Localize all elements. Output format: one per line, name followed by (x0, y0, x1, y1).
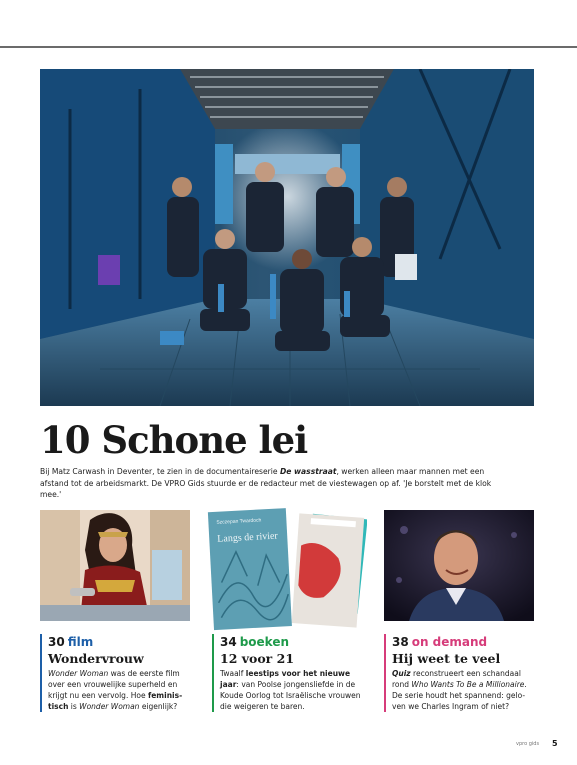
section-name: film (67, 635, 94, 649)
column-body (392, 668, 534, 712)
on-demand-thumbnail (384, 510, 534, 621)
section-label-boeken (220, 634, 362, 650)
column-headline: Hij weet te veel (392, 651, 501, 666)
body-bold-italic: Quiz (392, 669, 411, 678)
body-italic-title: Wonder Woman (48, 669, 109, 678)
column-film (40, 634, 190, 712)
section-page-number: 30 (48, 635, 65, 649)
film-thumbnail (40, 510, 190, 621)
column-headline: Wondervrouw (48, 651, 144, 666)
section-page-number: 38 (392, 635, 409, 649)
column-on-demand (384, 634, 534, 712)
book-title: Langs de rivier (217, 530, 279, 545)
column-body (220, 668, 362, 712)
section-name: on demand (411, 635, 488, 649)
footer-brand: vpro gids (516, 741, 540, 747)
body-italic-title: Who Wants To Be a Millionaire (411, 680, 525, 689)
feature-page-number: 10 (40, 418, 90, 462)
hero-photo (40, 69, 534, 406)
body-text: Twaalf (220, 669, 246, 678)
section-name: boeken (239, 635, 290, 649)
body-text: was de eerste film over een vrouwelijke superheld en krijgt nu een vervolg. Hoe (48, 669, 180, 700)
lead-text-1: Bij Matz Carwash in Deventer, te zien in de documentaireserie (40, 467, 280, 476)
body-text: . De serie houdt het spannend: gelo-ven we Charles Ingram of niet? (392, 680, 527, 711)
top-rule (0, 46, 577, 48)
section-page-number: 34 (220, 635, 237, 649)
book-author: Szczepan Twardoch (216, 517, 262, 526)
section-label-on-demand (392, 634, 534, 650)
lead-series-title: De wasstraat (279, 467, 337, 476)
body-bold: feminis-tisch (48, 691, 183, 711)
body-text: eigenlijk? (139, 702, 178, 711)
body-text: reconstrueert een schandaal rond (392, 669, 521, 689)
body-italic-title: Wonder Woman (79, 702, 140, 711)
body-text: is (68, 702, 80, 711)
column-boeken (212, 634, 362, 712)
column-headline: 12 voor 21 (220, 651, 295, 666)
books-thumbnail (207, 506, 367, 634)
lead-text-2: , werken alleen maar mannen met een afstand tot de arbeidsmarkt. De VPRO Gids stuurde er de redacteur met de viestewagen op af. 'Je borstelt met de klok mee.' (40, 467, 492, 499)
section-label-film (48, 634, 190, 650)
body-text: : van Poolse jongensliefde in de Koude Oorlog tot Israëlische vrouwen die weigeren te baren. (220, 680, 361, 711)
page-number: 5 (552, 739, 558, 748)
body-bold: leestips voor het nieuwe jaar (220, 669, 351, 689)
feature-title (40, 418, 307, 462)
column-body (48, 668, 190, 712)
feature-headline: Schone lei (101, 418, 308, 462)
feature-lead (40, 466, 510, 501)
